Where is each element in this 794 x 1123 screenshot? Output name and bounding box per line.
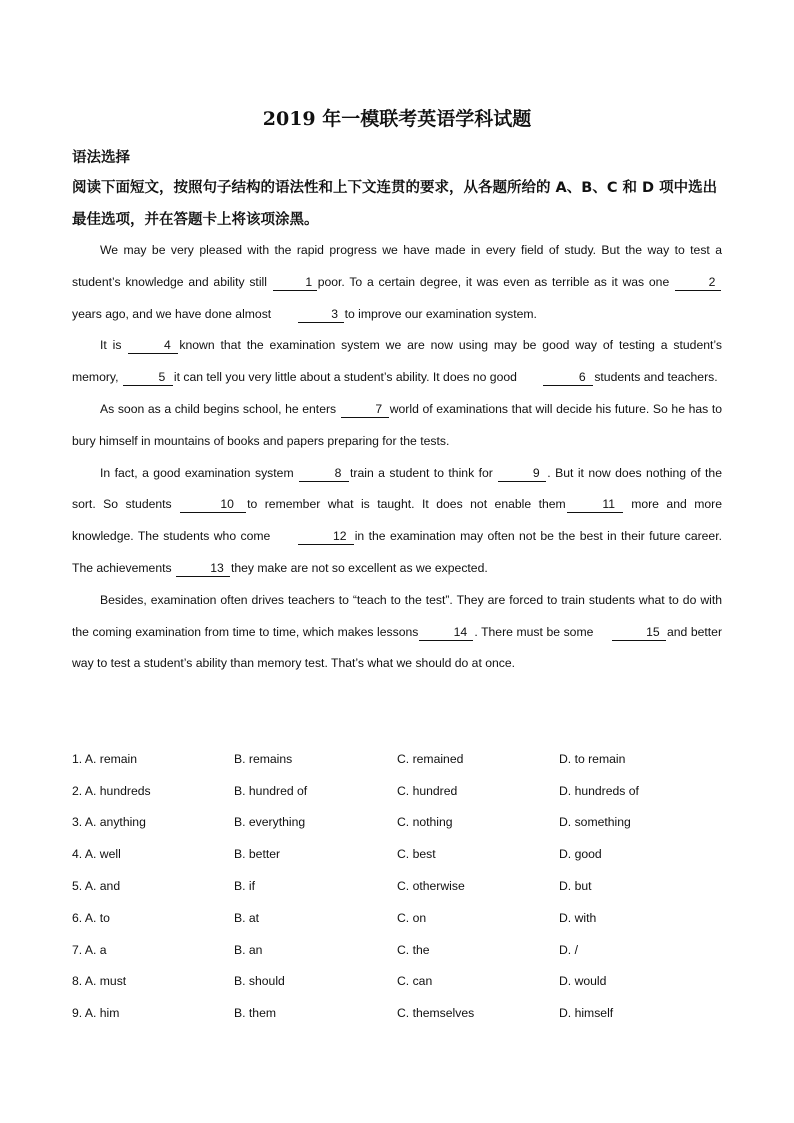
option-c: C. best bbox=[397, 847, 436, 862]
option-c: C. on bbox=[397, 910, 427, 925]
option-d: D. but bbox=[559, 879, 592, 894]
passage-paragraph bbox=[72, 458, 722, 585]
passage-text: more and more knowledge. The students who come bbox=[72, 497, 723, 544]
instructions-text: 阅读下面短文，按照句子结构的语法性和上下文连贯的要求，从各题所给的 A、B、C 和 D 项中选出最佳选项，并在答题卡上将该项涂黑。 bbox=[72, 180, 718, 228]
passage-text: It is bbox=[100, 338, 128, 353]
question-row bbox=[72, 870, 732, 902]
passage-text: known that the examination system we are now using may be good way of testing a student’s memory, bbox=[72, 338, 722, 385]
page-title: 2019 年一模联考英语学科试题 bbox=[262, 108, 532, 130]
answer-blank: 3 bbox=[298, 307, 344, 323]
answer-blank: 4 bbox=[128, 338, 178, 354]
answer-blank: 1 bbox=[273, 275, 317, 291]
option-d: D. to remain bbox=[559, 751, 626, 766]
question-row bbox=[72, 934, 732, 966]
answer-blank: 6 bbox=[543, 370, 593, 386]
option-d: D. hundreds of bbox=[559, 783, 639, 798]
question-row bbox=[72, 966, 732, 998]
option-c: C. otherwise bbox=[397, 879, 465, 894]
passage-text: world of examinations that will decide his future. So he has to bury himself in mountains of books and papers preparing for the tests. bbox=[72, 401, 722, 448]
option-a: 8. A. must bbox=[72, 974, 127, 989]
option-d: D. himself bbox=[559, 1006, 614, 1021]
passage-text: Besides, examination often drives teachers to “teach to the test”. They are forced to train students what to do with the coming examination from time to time, which makes lessons bbox=[72, 592, 722, 639]
passage-text: We may be very pleased with the rapid progress we have made in every field of study. But the way to test a student’s knowledge and ability still bbox=[72, 243, 722, 289]
passage-text: in the examination may often not be the best in their future career. The achievements bbox=[72, 529, 722, 575]
answer-blank: 2 bbox=[675, 275, 721, 291]
passage-text: In fact, a good examination system bbox=[100, 465, 299, 480]
passage-text: years ago, and we have done almost bbox=[72, 306, 275, 321]
answer-blank: 15 bbox=[612, 625, 666, 641]
passage-text: and better way to test a student’s ability than memory test. That’s what we should do at once. bbox=[72, 624, 722, 671]
option-c: C. remained bbox=[397, 751, 464, 766]
option-a: 7. A. a bbox=[72, 942, 107, 957]
passage-paragraph bbox=[72, 585, 722, 680]
option-b: B. should bbox=[234, 974, 285, 989]
option-a: 2. A. hundreds bbox=[72, 783, 151, 798]
question-row bbox=[72, 743, 732, 775]
passage-paragraph bbox=[72, 330, 722, 394]
passage-text: . There must be some bbox=[474, 624, 597, 639]
option-b: B. an bbox=[234, 942, 263, 957]
option-b: B. better bbox=[234, 847, 281, 862]
passage-paragraph bbox=[72, 235, 722, 330]
answer-blank: 5 bbox=[123, 370, 173, 386]
option-d: D. good bbox=[559, 847, 602, 862]
answer-blank: 8 bbox=[299, 466, 349, 482]
option-c: C. hundred bbox=[397, 783, 458, 798]
question-row bbox=[72, 775, 732, 807]
passage-text: to remember what is taught. It does not enable them bbox=[247, 497, 566, 512]
passage-text: they make are not so excellent as we expected. bbox=[230, 560, 488, 575]
option-a: 3. A. anything bbox=[72, 815, 146, 830]
passage-text: . But it now does nothing of the sort. So students bbox=[72, 465, 722, 512]
option-c: C. nothing bbox=[397, 815, 453, 830]
option-b: B. hundred of bbox=[234, 783, 308, 798]
answer-blank: 14 bbox=[419, 625, 473, 641]
section-heading: 语法选择 bbox=[72, 150, 130, 166]
passage-text: train a student to think for bbox=[350, 465, 498, 480]
question-row bbox=[72, 838, 732, 870]
option-b: B. if bbox=[234, 879, 255, 894]
option-c: C. can bbox=[397, 974, 433, 989]
question-row bbox=[72, 807, 732, 839]
answer-blank: 10 bbox=[180, 497, 246, 513]
reading-passage bbox=[72, 235, 722, 680]
answer-blank: 9 bbox=[498, 466, 546, 482]
option-d: D. something bbox=[559, 815, 631, 830]
option-d: D. / bbox=[559, 942, 578, 957]
passage-text: it can tell you very little about a student’s ability. It does no good bbox=[173, 370, 521, 385]
passage-text: As soon as a child begins school, he enters bbox=[100, 401, 340, 416]
option-a: 6. A. to bbox=[72, 910, 110, 925]
question-row bbox=[72, 997, 732, 1029]
question-row bbox=[72, 902, 732, 934]
answer-blank: 7 bbox=[341, 402, 389, 418]
option-d: D. would bbox=[559, 974, 607, 989]
option-a: 5. A. and bbox=[72, 879, 121, 894]
option-b: B. at bbox=[234, 910, 260, 925]
answer-options bbox=[72, 743, 732, 1029]
option-a: 9. A. him bbox=[72, 1006, 120, 1021]
option-d: D. with bbox=[559, 910, 597, 925]
passage-text: to improve our examination system. bbox=[344, 306, 537, 321]
passage-text: poor. To a certain degree, it was even as terrible as it was one bbox=[317, 274, 674, 289]
option-c: C. themselves bbox=[397, 1006, 475, 1021]
passage-paragraph bbox=[72, 394, 722, 458]
passage-text: students and teachers. bbox=[594, 370, 718, 385]
option-a: 1. A. remain bbox=[72, 751, 138, 766]
answer-blank: 12 bbox=[298, 529, 354, 545]
answer-blank: 11 bbox=[567, 497, 623, 513]
option-b: B. remains bbox=[234, 751, 293, 766]
option-b: B. them bbox=[234, 1006, 276, 1021]
option-c: C. the bbox=[397, 942, 430, 957]
answer-blank: 13 bbox=[176, 561, 230, 577]
option-b: B. everything bbox=[234, 815, 306, 830]
option-a: 4. A. well bbox=[72, 847, 121, 862]
